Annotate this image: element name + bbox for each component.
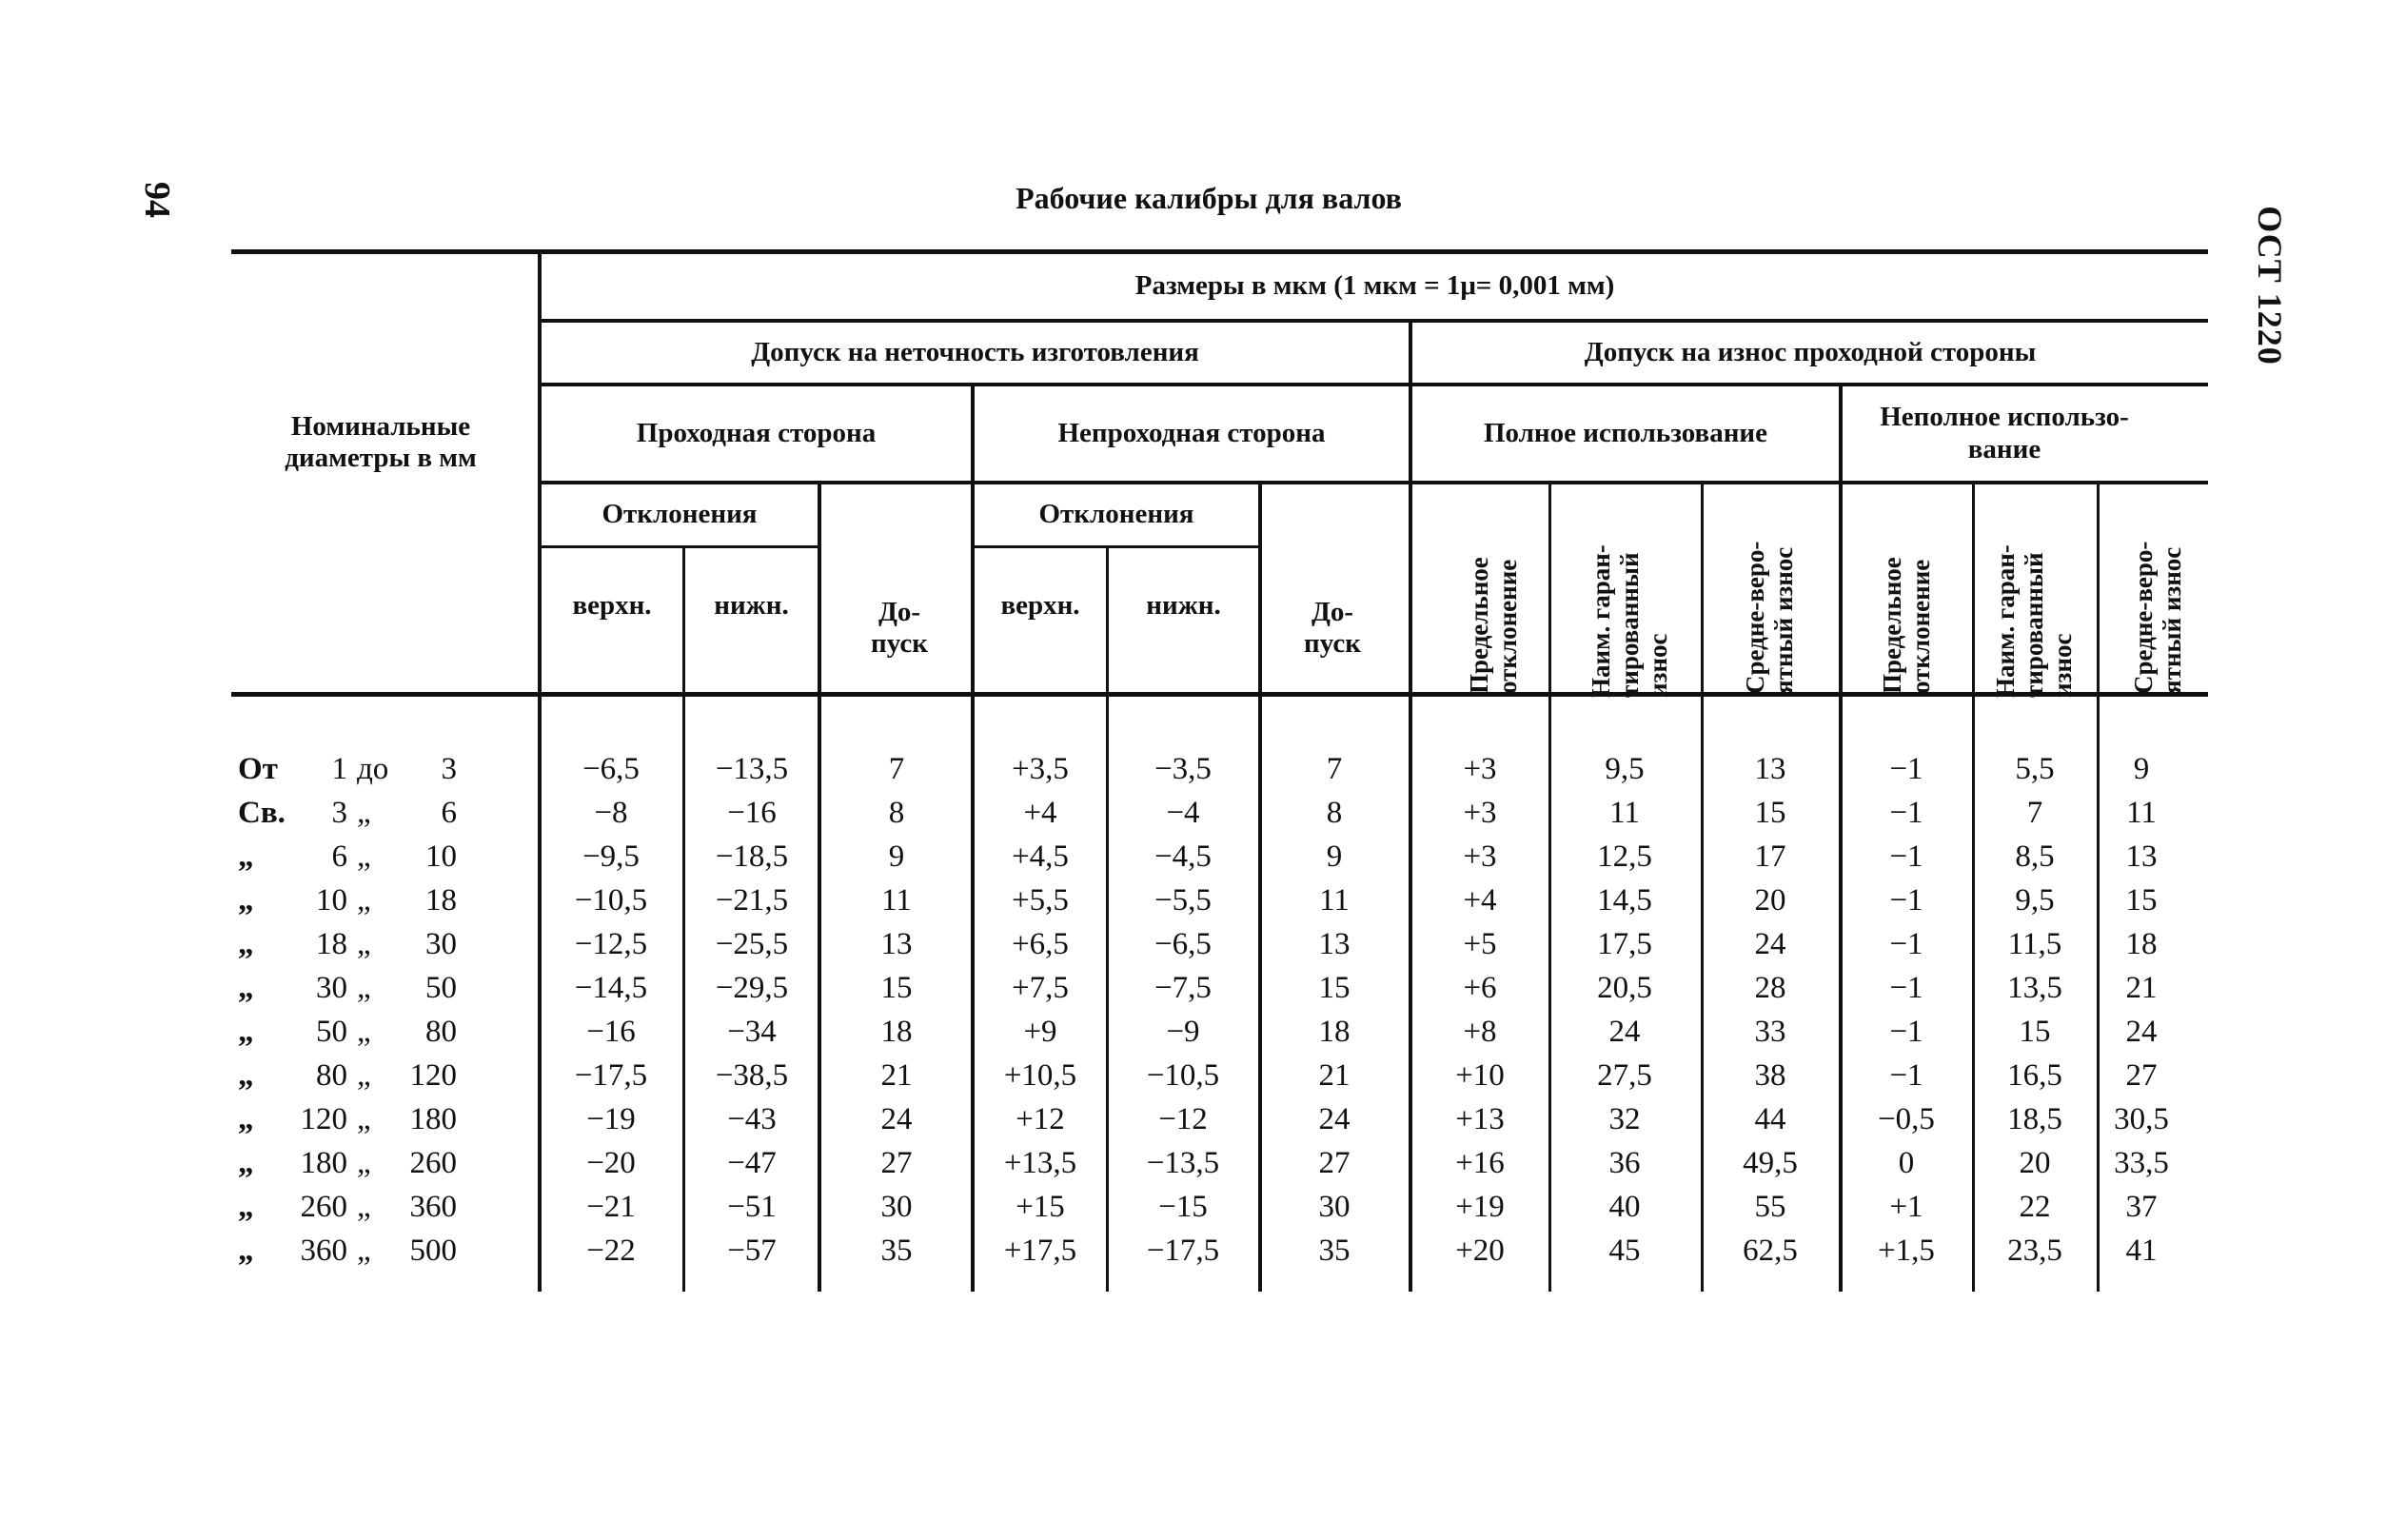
table-cell: 11	[2126, 796, 2157, 830]
table-cell: 37	[2125, 1190, 2158, 1224]
table-cell: 41	[2125, 1234, 2158, 1268]
table-cell: 16,5	[2007, 1058, 2062, 1093]
table-cell: +6	[1463, 971, 1497, 1005]
header-full-use: Полное использование	[1483, 417, 1767, 448]
row-prefix: „	[238, 1102, 254, 1136]
row-to: 3	[441, 752, 457, 786]
row-prefix: „	[238, 839, 254, 874]
table-cell: −1	[1889, 752, 1923, 786]
row-to: 80	[425, 1015, 457, 1049]
table-cell: −20	[586, 1146, 636, 1180]
row-from: 3	[331, 796, 347, 830]
table-cell: +3,5	[1012, 752, 1069, 786]
table-cell: +3	[1463, 839, 1497, 874]
row-prefix: „	[238, 927, 254, 961]
table-cell: 24	[2125, 1015, 2158, 1049]
table-cell: 28	[1754, 971, 1786, 1005]
table-cell: 30	[880, 1190, 913, 1224]
table-cell: 27	[880, 1146, 913, 1180]
table-cell: −47	[727, 1146, 777, 1180]
table-cell: +4	[1463, 883, 1497, 918]
header-min-wear-full: Наим. гаран-тированный износ	[1587, 544, 1672, 698]
table-cell: 13	[1318, 927, 1351, 961]
table-cell: 17,5	[1597, 927, 1652, 961]
header-wear-tolerance: Допуск на износ проходной стороны	[1584, 336, 2037, 367]
table-cell: −3,5	[1154, 752, 1212, 786]
table-cell: −13,5	[715, 752, 789, 786]
table-cell: −1	[1889, 1015, 1923, 1049]
table-cell: 13	[1754, 752, 1786, 786]
table-cell: +5,5	[1012, 883, 1069, 918]
header-limit-deviation-partial: Предельное отклонение	[1878, 557, 1935, 694]
table-cell: 40	[1608, 1190, 1641, 1224]
vrule-10	[1972, 481, 1975, 1292]
table-cell: 9	[1326, 839, 1343, 874]
table-cell: 62,5	[1743, 1234, 1798, 1268]
vrule-9	[1839, 383, 1843, 1292]
table-cell: 8	[1326, 796, 1343, 830]
row-separator: „	[357, 796, 371, 830]
table-cell: 7	[2026, 796, 2043, 830]
row-separator: „	[357, 927, 371, 961]
table-cell: +10,5	[1003, 1058, 1077, 1093]
table-cell: +3	[1463, 796, 1497, 830]
table-cell: 20	[1754, 883, 1786, 918]
table-cell: 18	[880, 1015, 913, 1049]
table-cell: +17,5	[1003, 1234, 1077, 1268]
table-cell: 21	[2125, 971, 2158, 1005]
table-cell: 36	[1608, 1146, 1641, 1180]
row-to: 30	[425, 927, 457, 961]
table-cell: 35	[1318, 1234, 1351, 1268]
table-cell: 8,5	[2015, 839, 2055, 874]
table-cell: +13	[1455, 1102, 1505, 1136]
table-cell: −6,5	[582, 752, 640, 786]
table-cell: 20,5	[1597, 971, 1652, 1005]
row-from: 80	[316, 1058, 347, 1093]
table-cell: −7,5	[1154, 971, 1212, 1005]
row-from: 1	[331, 752, 347, 786]
header-upper-nogo: верхн.	[1000, 590, 1080, 621]
row-separator: „	[357, 1146, 371, 1180]
row-to: 120	[409, 1058, 457, 1093]
table-cell: −57	[727, 1234, 777, 1268]
table-cell: 33	[1754, 1015, 1786, 1049]
row-from: 30	[316, 971, 347, 1005]
row-to: 260	[409, 1146, 457, 1180]
table-cell: 18,5	[2007, 1102, 2062, 1136]
table-cell: 15	[1318, 971, 1351, 1005]
table-cell: −5,5	[1154, 883, 1212, 918]
row-prefix: „	[238, 883, 254, 918]
table-cell: −8	[594, 796, 628, 830]
row-separator: „	[357, 971, 371, 1005]
table-cell: 24	[1608, 1015, 1641, 1049]
row-separator: „	[357, 1234, 371, 1268]
table-cell: 30,5	[2114, 1102, 2169, 1136]
table-cell: +7,5	[1012, 971, 1069, 1005]
row-separator: до	[357, 752, 389, 786]
table-cell: 21	[1318, 1058, 1351, 1093]
table-cell: 9,5	[1605, 752, 1645, 786]
table-cell: +1,5	[1878, 1234, 1935, 1268]
table-cell: −16	[586, 1015, 636, 1049]
table-cell: −6,5	[1154, 927, 1212, 961]
header-tolerance-go: До-пуск	[871, 596, 928, 659]
table-cell: +8	[1463, 1015, 1497, 1049]
header-manufacturing-tolerance: Допуск на неточность изготовления	[751, 336, 1199, 367]
table-cell: +12	[1016, 1102, 1065, 1136]
row-to: 6	[441, 796, 457, 830]
table-cell: 18	[1318, 1015, 1351, 1049]
table-cell: 22	[2019, 1190, 2051, 1224]
row-prefix: От	[238, 752, 278, 786]
table-cell: −38,5	[715, 1058, 789, 1093]
vrule-5	[1258, 481, 1262, 1292]
table-cell: −1	[1889, 927, 1923, 961]
vrule-8	[1701, 481, 1704, 1292]
table-cell: 44	[1754, 1102, 1786, 1136]
table-cell: 45	[1608, 1234, 1641, 1268]
document-code: ОСТ 1220	[2251, 206, 2289, 365]
row-to: 360	[409, 1190, 457, 1224]
table-cell: 27,5	[1597, 1058, 1652, 1093]
row-to: 500	[409, 1234, 457, 1268]
table-cell: 11	[1319, 883, 1350, 918]
table-cell: 27	[1318, 1146, 1351, 1180]
header-sizes: Размеры в мкм (1 мкм = 1μ= 0,001 мм)	[1134, 270, 1615, 302]
table-cell: 24	[1754, 927, 1786, 961]
table-cell: −29,5	[715, 971, 789, 1005]
table-cell: 20	[2019, 1146, 2051, 1180]
table-cell: 33,5	[2114, 1146, 2169, 1180]
row-prefix: „	[238, 1234, 254, 1268]
table-cell: +20	[1455, 1234, 1505, 1268]
table-cell: −51	[727, 1190, 777, 1224]
header-partial-use: Неполное использо-вание	[1880, 402, 2129, 464]
row-from: 18	[316, 927, 347, 961]
row-from: 10	[316, 883, 347, 918]
table-cell: 7	[888, 752, 905, 786]
table-cell: +10	[1455, 1058, 1505, 1093]
table-cell: +6,5	[1012, 927, 1069, 961]
table-cell: −1	[1889, 796, 1923, 830]
header-avg-wear-full: Средне-веро-ятный износ	[1741, 541, 1798, 694]
table-cell: −17,5	[1146, 1234, 1220, 1268]
table-cell: −25,5	[715, 927, 789, 961]
row-prefix: „	[238, 1190, 254, 1224]
table-cell: +3	[1463, 752, 1497, 786]
row-from: 360	[300, 1234, 347, 1268]
table-cell: 13	[2125, 839, 2158, 874]
table-cell: −21	[586, 1190, 636, 1224]
row-to: 18	[425, 883, 457, 918]
table-cell: 38	[1754, 1058, 1786, 1093]
table-cell: 7	[1326, 752, 1343, 786]
vrule-2	[818, 481, 821, 1292]
header-nominal-diameters: Номинальные диаметры в мм	[285, 410, 477, 473]
table-cell: −19	[586, 1102, 636, 1136]
table-cell: −14,5	[574, 971, 648, 1005]
row-from: 120	[300, 1102, 347, 1136]
header-deviations-nogo: Отклонения	[1038, 499, 1194, 530]
table-cell: −4	[1166, 796, 1200, 830]
table-cell: +9	[1023, 1015, 1057, 1049]
table-cell: 24	[880, 1102, 913, 1136]
table-cell: −1	[1889, 971, 1923, 1005]
row-to: 180	[409, 1102, 457, 1136]
table-cell: −43	[727, 1102, 777, 1136]
table-cell: −22	[586, 1234, 636, 1268]
row-separator: „	[357, 1190, 371, 1224]
table-cell: 35	[880, 1234, 913, 1268]
row-prefix: „	[238, 1015, 254, 1049]
header-limit-deviation-full: Предельное отклонение	[1465, 557, 1522, 694]
table-cell: 0	[1898, 1146, 1915, 1180]
table-cell: −17,5	[574, 1058, 648, 1093]
table-cell: −21,5	[715, 883, 789, 918]
table-cell: 15	[2019, 1015, 2051, 1049]
table-cell: 11,5	[2007, 927, 2062, 961]
row-separator: „	[357, 883, 371, 918]
table-cell: −12,5	[574, 927, 648, 961]
table-cell: +1	[1889, 1190, 1923, 1224]
table-cell: 32	[1608, 1102, 1641, 1136]
header-min-wear-partial: Наим. гаран-тированный износ	[1991, 544, 2077, 698]
table-cell: −1	[1889, 1058, 1923, 1093]
row-to: 50	[425, 971, 457, 1005]
table-cell: 12,5	[1597, 839, 1652, 874]
header-tolerance-nogo: До-пуск	[1304, 596, 1361, 659]
header-lower-go: нижн.	[714, 590, 789, 621]
table-cell: 15	[880, 971, 913, 1005]
table-cell: 9,5	[2015, 883, 2055, 918]
header-upper-go: верхн.	[572, 590, 652, 621]
header-deviations-go: Отклонения	[602, 499, 758, 530]
table-cell: +19	[1455, 1190, 1505, 1224]
row-prefix: „	[238, 1146, 254, 1180]
table-cell: 18	[2125, 927, 2158, 961]
table-cell: 55	[1754, 1190, 1786, 1224]
table-cell: 30	[1318, 1190, 1351, 1224]
table-cell: −16	[727, 796, 777, 830]
table-cell: 23,5	[2007, 1234, 2062, 1268]
row-separator: „	[357, 1015, 371, 1049]
table-cell: 49,5	[1743, 1146, 1798, 1180]
row-from: 260	[300, 1190, 347, 1224]
table-cell: −4,5	[1154, 839, 1212, 874]
table-cell: 8	[888, 796, 905, 830]
row-prefix: Св.	[238, 796, 286, 830]
table-cell: 27	[2125, 1058, 2158, 1093]
table-cell: −9,5	[582, 839, 640, 874]
vrule-7	[1548, 481, 1551, 1292]
table-cell: −34	[727, 1015, 777, 1049]
header-go-side: Проходная сторона	[636, 417, 877, 448]
table-cell: −10,5	[1146, 1058, 1220, 1093]
table-cell: 15	[1754, 796, 1786, 830]
table-title: Рабочие калибры для валов	[1016, 181, 1402, 215]
table-cell: 17	[1754, 839, 1786, 874]
header-lower-nogo: нижн.	[1146, 590, 1221, 621]
table-cell: 24	[1318, 1102, 1351, 1136]
table-cell: 14,5	[1597, 883, 1652, 918]
table-cell: 21	[880, 1058, 913, 1093]
row-to: 10	[425, 839, 457, 874]
table-cell: 13	[880, 927, 913, 961]
table-cell: 15	[2125, 883, 2158, 918]
table-cell: 9	[888, 839, 905, 874]
table-cell: −13,5	[1146, 1146, 1220, 1180]
table-cell: −0,5	[1878, 1102, 1935, 1136]
table-cell: 5,5	[2015, 752, 2055, 786]
row-from: 180	[300, 1146, 347, 1180]
table-cell: −15	[1158, 1190, 1208, 1224]
table-cell: −1	[1889, 839, 1923, 874]
table-cell: +4	[1023, 796, 1057, 830]
header-nogo-side: Непроходная сторона	[1057, 417, 1326, 448]
table-cell: +16	[1455, 1146, 1505, 1180]
table-cell: −12	[1158, 1102, 1208, 1136]
row-separator: „	[357, 1102, 371, 1136]
row-from: 50	[316, 1015, 347, 1049]
row-from: 6	[331, 839, 347, 874]
row-separator: „	[357, 839, 371, 874]
table-cell: +15	[1016, 1190, 1065, 1224]
table-cell: −10,5	[574, 883, 648, 918]
table-cell: 13,5	[2007, 971, 2062, 1005]
table-cell: −18,5	[715, 839, 789, 874]
page-number: 94	[137, 182, 177, 218]
table-cell: +4,5	[1012, 839, 1069, 874]
row-prefix: „	[238, 1058, 254, 1093]
table-cell: +5	[1463, 927, 1497, 961]
table-cell: 9	[2133, 752, 2150, 786]
header-avg-wear-partial: Средне-веро-ятный износ	[2129, 541, 2186, 694]
table-cell: +13,5	[1003, 1146, 1077, 1180]
table-cell: 11	[1609, 796, 1640, 830]
row-separator: „	[357, 1058, 371, 1093]
table-cell: −9	[1166, 1015, 1200, 1049]
table-cell: −1	[1889, 883, 1923, 918]
row-prefix: „	[238, 971, 254, 1005]
table-cell: 11	[881, 883, 912, 918]
